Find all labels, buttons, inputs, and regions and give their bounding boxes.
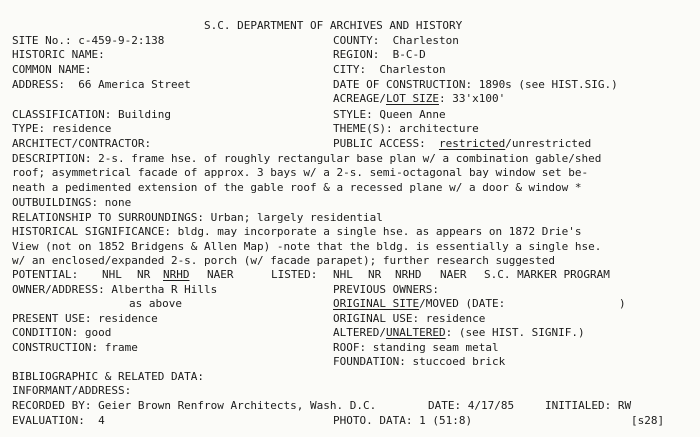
- listed-naer: NAER: [440, 268, 467, 281]
- public-access-label: PUBLIC ACCESS:: [333, 137, 439, 150]
- moved-date-close: ): [619, 297, 626, 310]
- themes: THEME(S): architecture: [333, 122, 479, 135]
- historic-name: HISTORIC NAME:: [12, 48, 105, 61]
- style: STYLE: Queen Anne: [333, 108, 446, 121]
- county: COUNTY: Charleston: [333, 34, 459, 47]
- foundation: FOUNDATION: stuccoed brick: [333, 355, 506, 368]
- listed-nhl: NHL: [333, 268, 353, 281]
- historical-significance-line: w/ an enclosed/expanded 2-s. porch (w/ facade parapet); further research suggested: [12, 254, 556, 267]
- record-code: [s28]: [631, 414, 665, 427]
- recorded-by: RECORDED BY: Geier Brown Renfrow Architects, Wash. D.C.: [12, 399, 377, 412]
- classification: CLASSIFICATION: Building: [12, 108, 171, 121]
- owner-address-line2: as above: [129, 297, 182, 310]
- acreage-label: ACREAGE/: [333, 92, 386, 105]
- recorded-date: DATE: 4/17/85: [428, 399, 515, 412]
- city: CITY: Charleston: [333, 63, 446, 76]
- unaltered-label: UNALTERED: [385, 326, 446, 339]
- listed-label: LISTED:: [271, 268, 318, 281]
- initialed: INITIALED: RW: [545, 399, 632, 412]
- public-access-unrestricted: /unrestricted: [505, 137, 592, 150]
- listed-marker-program: S.C. MARKER PROGRAM: [484, 268, 610, 281]
- original-use: ORIGINAL USE: residence: [333, 312, 486, 325]
- date-of-construction: DATE OF CONSTRUCTION: 1890s (see HIST.SIG.): [333, 78, 618, 91]
- description-line: neath a pedimented extension of the gable roof & a recessed plane w/ a door & window *: [12, 181, 582, 194]
- relationship-to-surroundings: RELATIONSHIP TO SURROUNDINGS: Urban; largely residential: [12, 211, 383, 224]
- owner-address: OWNER/ADDRESS: Albertha R Hills: [12, 283, 218, 296]
- potential-nhl: NHL: [102, 268, 122, 281]
- original-site-moved: [333, 297, 505, 310]
- outbuildings: OUTBUILDINGS: none: [12, 196, 132, 209]
- description-line: DESCRIPTION: 2-s. frame hse. of roughly rectangular base plan w/ a combination gable/shed: [12, 152, 602, 165]
- acreage-lot-size: [333, 92, 505, 105]
- common-name: COMMON NAME:: [12, 63, 92, 76]
- moved-date-label: /MOVED (DATE:: [419, 297, 506, 310]
- original-site-label: ORIGINAL SITE: [333, 297, 420, 310]
- evaluation: EVALUATION: 4: [12, 414, 105, 427]
- historical-significance-line: View (not on 1852 Bridgens & Allen Map) -note that the bldg. is essentially a single hse.: [12, 240, 602, 253]
- address: ADDRESS: 66 America Street: [12, 78, 191, 91]
- public-access-restricted: restricted: [438, 137, 506, 150]
- bibliographic-data: BIBLIOGRAPHIC & RELATED DATA:: [12, 370, 205, 383]
- potential-nr: NR: [137, 268, 151, 281]
- architect-contractor: ARCHITECT/CONTRACTOR:: [12, 137, 152, 150]
- listed-nrhd: NRHD: [395, 268, 422, 281]
- photo-data: PHOTO. DATA: 1 (51:8): [333, 414, 473, 427]
- region: REGION: B-C-D: [333, 48, 426, 61]
- construction: CONSTRUCTION: frame: [12, 341, 138, 354]
- historical-significance-line: HISTORICAL SIGNIFICANCE: bldg. may incorporate a single hse. as appears on 1872 Drie's: [12, 225, 582, 238]
- listed-nr: NR: [368, 268, 382, 281]
- present-use: PRESENT USE: residence: [12, 312, 158, 325]
- site-number: SITE No.: c-459-9-2:138: [12, 34, 165, 47]
- altered-label: ALTERED/: [333, 326, 386, 339]
- type: TYPE: residence: [12, 122, 112, 135]
- lot-size-value: : 33'x100': [438, 92, 506, 105]
- form-title: S.C. DEPARTMENT OF ARCHIVES AND HISTORY: [204, 19, 463, 32]
- condition: CONDITION: good: [12, 326, 112, 339]
- description-line: roof; asymmetrical facade of approx. 3 bays w/ a 2-s. semi-octagonal bay window set be-: [12, 166, 589, 179]
- altered-unaltered: [333, 326, 585, 339]
- public-access: [333, 137, 591, 150]
- informant-address: INFORMANT/ADDRESS:: [12, 384, 132, 397]
- previous-owners: PREVIOUS OWNERS:: [333, 283, 439, 296]
- roof: ROOF: standing seam metal: [333, 341, 499, 354]
- potential-nrhd: NRHD: [163, 268, 190, 281]
- potential-label: POTENTIAL:: [12, 268, 79, 281]
- potential-naer: NAER: [207, 268, 234, 281]
- lot-size-label: LOT SIZE: [385, 92, 439, 105]
- altered-note: : (see HIST. SIGNIF.): [445, 326, 585, 339]
